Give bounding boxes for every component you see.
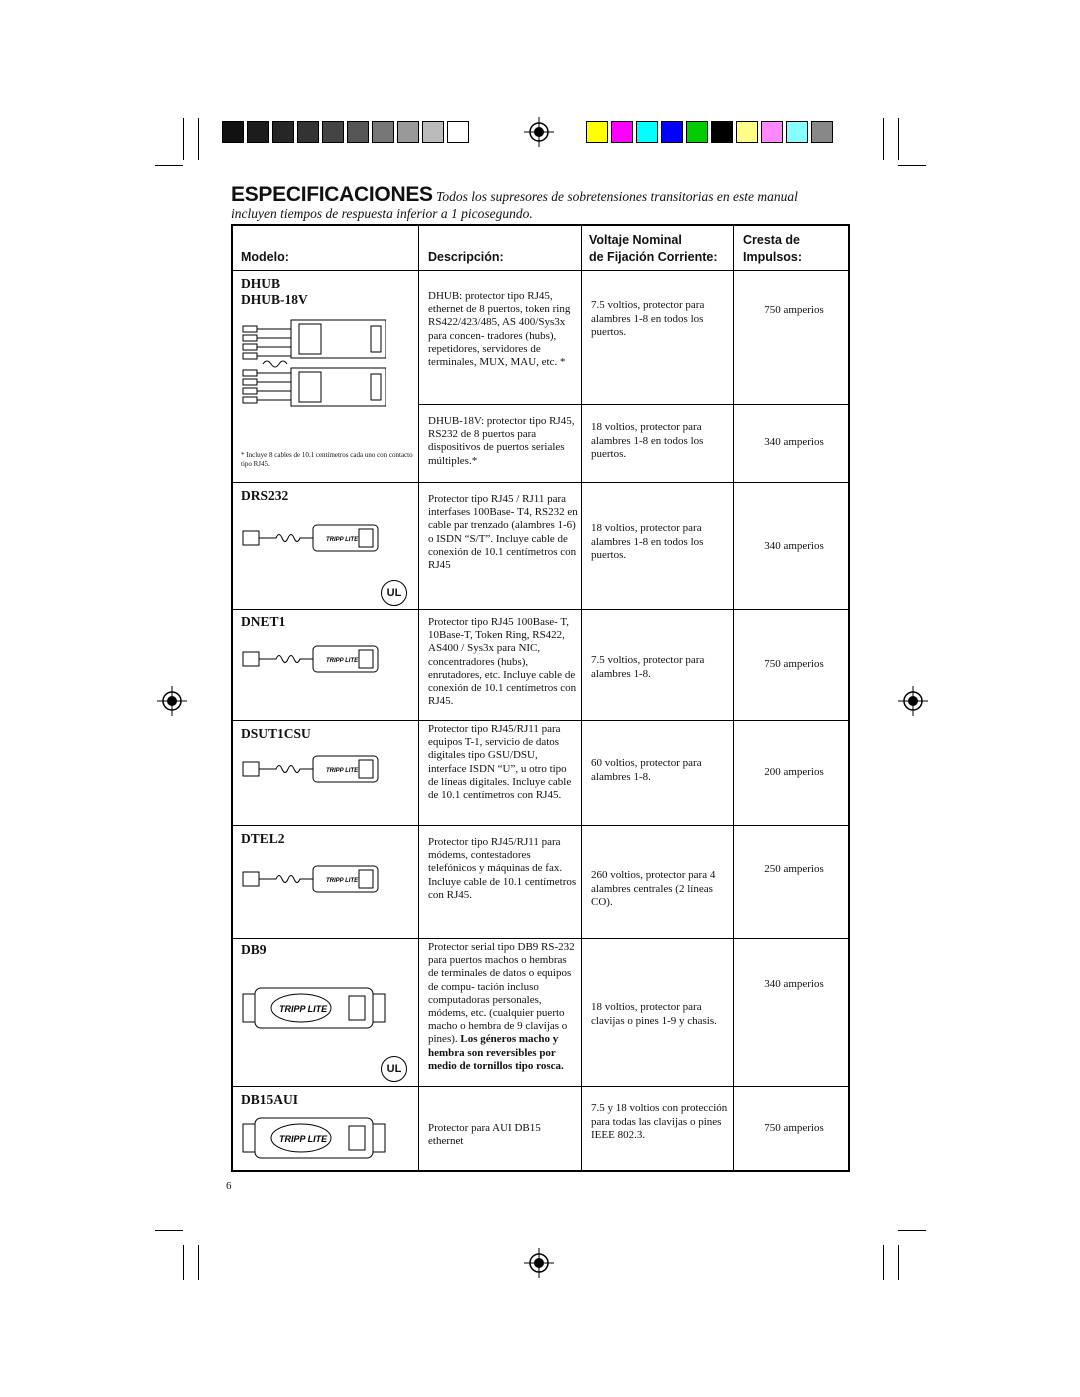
heading-title: ESPECIFICACIONES bbox=[231, 183, 433, 206]
crop-mark bbox=[183, 118, 184, 160]
page-number: 6 bbox=[226, 1180, 232, 1192]
model-name: DB9 bbox=[241, 942, 267, 957]
header-model: Modelo: bbox=[241, 250, 289, 264]
ul-certification-icon: UL bbox=[381, 1056, 407, 1082]
surge-value: 340 amperios bbox=[764, 978, 824, 990]
gray-swatch bbox=[447, 121, 469, 143]
crop-mark bbox=[883, 1245, 884, 1280]
ul-certification-icon: UL bbox=[381, 580, 407, 606]
model-name: DSUT1CSU bbox=[241, 726, 311, 741]
device-brand: TRIPP LITE bbox=[279, 1134, 328, 1144]
description-text: Protector tipo RJ45/RJ11 para módems, contestadores telefónicos y máquinas de fax. Incluye cable de 10.1 centímetros con RJ45. bbox=[428, 836, 577, 901]
registration-mark-icon bbox=[524, 117, 554, 147]
crop-mark bbox=[898, 1245, 899, 1280]
device-brand: TRIPP LITE bbox=[326, 537, 359, 543]
model-name: DRS232 bbox=[241, 488, 289, 503]
model-name: DHUB bbox=[241, 276, 281, 291]
crop-mark bbox=[898, 118, 899, 160]
voltage-text: 7.5 voltios, protector para alambres 1-8. bbox=[591, 654, 705, 680]
color-swatch bbox=[711, 121, 733, 143]
crop-mark bbox=[183, 1245, 184, 1280]
header-voltage-line1: Voltaje Nominal bbox=[589, 233, 682, 247]
color-swatch bbox=[611, 121, 633, 143]
device-brand: TRIPP LITE bbox=[326, 878, 359, 884]
surge-value: 340 amperios bbox=[764, 540, 824, 552]
voltage-text: 18 voltios, protector para alambres 1-8 en todos los puertos. bbox=[591, 421, 704, 460]
description-text: DHUB-18V: protector tipo RJ45, RS232 de 8 puertos para dispositivos de puertos seriales múltiples.* bbox=[428, 415, 575, 467]
gray-swatch bbox=[272, 121, 294, 143]
voltage-text: 18 voltios, protector para alambres 1-8 en todos los puertos. bbox=[591, 522, 704, 561]
header-surge-line2: Impulsos: bbox=[743, 250, 803, 264]
voltage-text: 260 voltios, protector para 4 alambres centrales (2 líneas CO). bbox=[591, 869, 716, 908]
gray-swatch bbox=[372, 121, 394, 143]
registration-mark-icon bbox=[157, 686, 187, 716]
crop-mark bbox=[883, 118, 884, 160]
registration-mark-icon bbox=[524, 1248, 554, 1278]
model-name: DNET1 bbox=[241, 614, 286, 629]
crop-mark bbox=[198, 1245, 199, 1280]
color-swatch bbox=[736, 121, 758, 143]
section-heading bbox=[231, 183, 831, 222]
color-swatch bbox=[586, 121, 608, 143]
dhub-device-illustration bbox=[241, 318, 386, 410]
description-text: Protector para AUI DB15 ethernet bbox=[428, 1122, 541, 1148]
inline-protector-illustration bbox=[241, 752, 391, 784]
device-brand: TRIPP LITE bbox=[279, 1004, 328, 1014]
db9-protector-illustration bbox=[241, 984, 391, 1032]
gray-swatch bbox=[347, 121, 369, 143]
voltage-text: 60 voltios, protector para alambres 1-8. bbox=[591, 757, 702, 783]
color-swatch bbox=[786, 121, 808, 143]
surge-value: 750 amperios bbox=[764, 1122, 824, 1134]
device-brand: TRIPP LITE bbox=[326, 658, 359, 664]
surge-value: 750 amperios bbox=[764, 658, 824, 670]
voltage-text: 7.5 voltios, protector para alambres 1-8 en todos los puertos. bbox=[591, 299, 705, 338]
inline-protector-illustration bbox=[241, 642, 391, 674]
header-voltage-line2: de Fijación Corriente: bbox=[589, 250, 718, 264]
gray-swatch bbox=[297, 121, 319, 143]
crop-mark bbox=[898, 165, 926, 166]
gray-swatch bbox=[397, 121, 419, 143]
color-swatch bbox=[811, 121, 833, 143]
footnote: * Incluye 8 cables de 10.1 centímetros cada uno con contacto tipo RJ45. bbox=[241, 451, 413, 468]
crop-mark bbox=[155, 165, 183, 166]
heading-intro: Todos los supresores de sobretensiones transitorias en este manual incluyen tiempos de respuesta inferior a 1 picosegundo. bbox=[231, 189, 798, 221]
surge-value: 200 amperios bbox=[764, 766, 824, 778]
voltage-text: 18 voltios, protector para clavijas o pines 1-9 y chasis. bbox=[591, 1001, 717, 1027]
description-text: Protector serial tipo DB9 RS-232 para puertos machos o hembras de terminales de datos o equipos de compu- tación incluso computadoras personales, módems, etc. (cualquier puerto macho o hembra de 9 clavijas o pines). bbox=[428, 941, 575, 1046]
model-name: DTEL2 bbox=[241, 831, 285, 846]
model-name: DB15AUI bbox=[241, 1092, 299, 1107]
header-description: Descripción: bbox=[428, 250, 504, 264]
gray-swatch bbox=[422, 121, 444, 143]
gray-swatch bbox=[247, 121, 269, 143]
color-swatch bbox=[636, 121, 658, 143]
inline-protector-illustration bbox=[241, 862, 391, 894]
color-swatch bbox=[761, 121, 783, 143]
header-surge-line1: Cresta de bbox=[743, 233, 800, 247]
description-text: Protector tipo RJ45 / RJ11 para interfases 100Base- T4, RS232 en cable par trenzado (alambres 1-6) o ISDN “S/T”. Incluye cable de conexión de 10.1 centímetros con RJ45 bbox=[428, 493, 578, 572]
gray-swatch bbox=[222, 121, 244, 143]
voltage-text: 7.5 y 18 voltios con protección para todas las clavijas o pines IEEE 802.3. bbox=[591, 1102, 728, 1141]
crop-mark bbox=[198, 118, 199, 160]
crop-mark bbox=[898, 1230, 926, 1231]
description-text: Protector tipo RJ45/RJ11 para equipos T-1, servicio de datos digitales tipo GSU/DSU, interface ISDN “U”, u otro tipo de líneas digitales. Incluye cable de 10.1 centímetros con RJ45. bbox=[428, 723, 572, 802]
inline-protector-illustration bbox=[241, 521, 391, 553]
device-brand: TRIPP LITE bbox=[326, 768, 359, 774]
model-name: DHUB-18V bbox=[241, 292, 308, 307]
color-swatch bbox=[661, 121, 683, 143]
description-text: Protector tipo RJ45 100Base- T, 10Base-T, Token Ring, RS422, AS400 / Sys3x para NIC, concentradores (hubs), enrutadores, etc. Incluye cable de conexión de 10.1 centímetros con RJ45. bbox=[428, 616, 577, 708]
registration-mark-icon bbox=[898, 686, 928, 716]
gray-swatch bbox=[322, 121, 344, 143]
description-text: DHUB: protector tipo RJ45, ethernet de 8 puertos, token ring RS422/423/485, AS 400/Sys3x para concen- tradores (hubs), repetidores, servidores de terminales, MUX, MAU, etc. * bbox=[428, 290, 571, 369]
surge-value: 750 amperios bbox=[764, 304, 824, 316]
db15-protector-illustration bbox=[241, 1114, 391, 1162]
description-note: Los géneros macho y hembra son reversibles por medio de tornillos tipo rosca. bbox=[428, 1033, 564, 1072]
crop-mark bbox=[155, 1230, 183, 1231]
surge-value: 340 amperios bbox=[764, 436, 824, 448]
description-text bbox=[428, 941, 578, 1073]
spec-table bbox=[231, 224, 850, 1172]
color-swatch bbox=[686, 121, 708, 143]
surge-value: 250 amperios bbox=[764, 863, 824, 875]
